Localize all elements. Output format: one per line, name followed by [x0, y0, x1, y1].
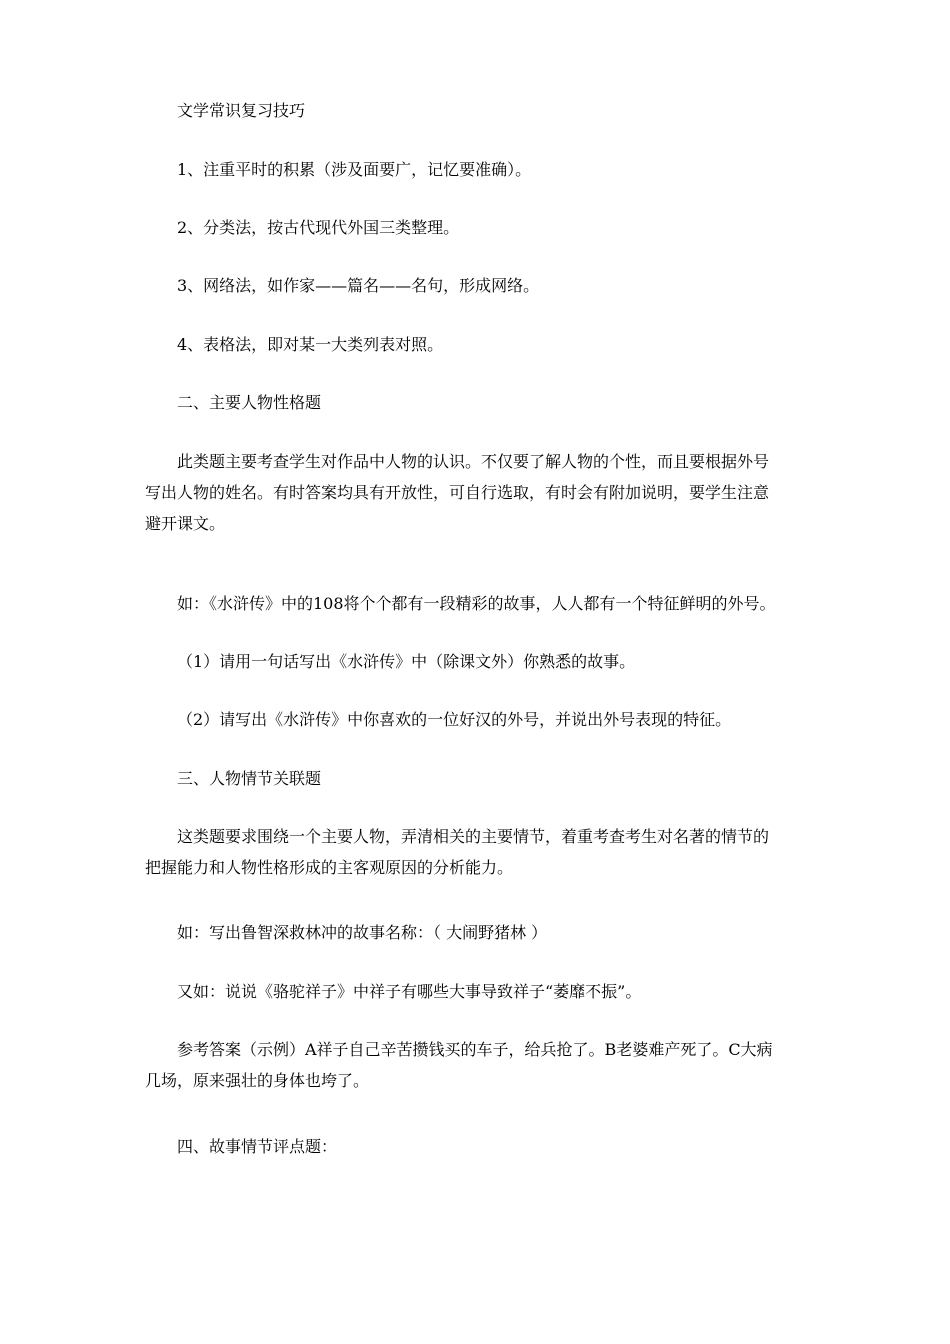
text-line: 二、主要人物性格题 — [177, 393, 322, 412]
document-title — [145, 95, 805, 126]
paragraph — [145, 270, 805, 301]
paragraph — [145, 329, 805, 360]
text-line: 三、人物情节关联题 — [177, 769, 322, 788]
text-line: 参考答案（示例）A祥子自己辛苦攒钱买的车子，给兵抢了。B老婆难产死了。C大病 — [177, 1040, 773, 1059]
paragraph — [145, 917, 805, 948]
section-heading — [145, 387, 805, 418]
text-line: 4、表格法，即对某一大类列表对照。 — [177, 335, 444, 354]
text-line: 这类题要求围绕一个主要人物，弄清相关的主要情节，着重考查考生对名著的情节的 — [177, 827, 770, 846]
paragraph — [145, 821, 805, 883]
paragraph — [145, 212, 805, 243]
paragraph — [145, 154, 805, 185]
text-line: 文学常识复习技巧 — [177, 101, 306, 120]
section-heading — [145, 1131, 805, 1162]
text-line: 四、故事情节评点题： — [177, 1137, 338, 1156]
text-line: 几场，原来强壮的身体也垮了。 — [145, 1071, 370, 1090]
paragraph — [145, 446, 805, 539]
text-line: 此类题主要考查学生对作品中人物的认识。不仅要了解人物的个性，而且要根据外号 — [177, 452, 770, 471]
text-line: 如：《水浒传》中的108将个个都有一段精彩的故事，人人都有一个特征鲜明的外号。 — [177, 594, 776, 613]
text-line: 1、注重平时的积累（涉及面要广，记忆要准确）。 — [177, 160, 532, 179]
text-line: 把握能力和人物性格形成的主客观原因的分析能力。 — [145, 858, 514, 877]
text-line: 写出人物的姓名。有时答案均具有开放性，可自行选取，有时会有附加说明，要学生注意 — [145, 483, 770, 502]
text-line: （1）请用一句话写出《水浒传》中（除课文外）你熟悉的故事。 — [177, 652, 636, 671]
text-line: 2、分类法，按古代现代外国三类整理。 — [177, 218, 460, 237]
paragraph — [145, 976, 805, 1007]
text-line: 3、网络法，如作家——篇名——名句，形成网络。 — [177, 276, 540, 295]
paragraph — [145, 646, 805, 677]
paragraph — [145, 704, 805, 735]
text-line: 如：写出鲁智深救林冲的故事名称：（ 大闹野猪林 ） — [177, 923, 548, 942]
paragraph — [145, 1034, 805, 1096]
text-line: 避开课文。 — [145, 514, 226, 533]
section-heading — [145, 763, 805, 794]
text-line: 又如：说说《骆驼祥子》中祥子有哪些大事导致祥子“萎靡不振”。 — [177, 982, 642, 1001]
paragraph — [145, 588, 805, 619]
text-line: （2）请写出《水浒传》中你喜欢的一位好汉的外号，并说出外号表现的特征。 — [177, 710, 732, 729]
